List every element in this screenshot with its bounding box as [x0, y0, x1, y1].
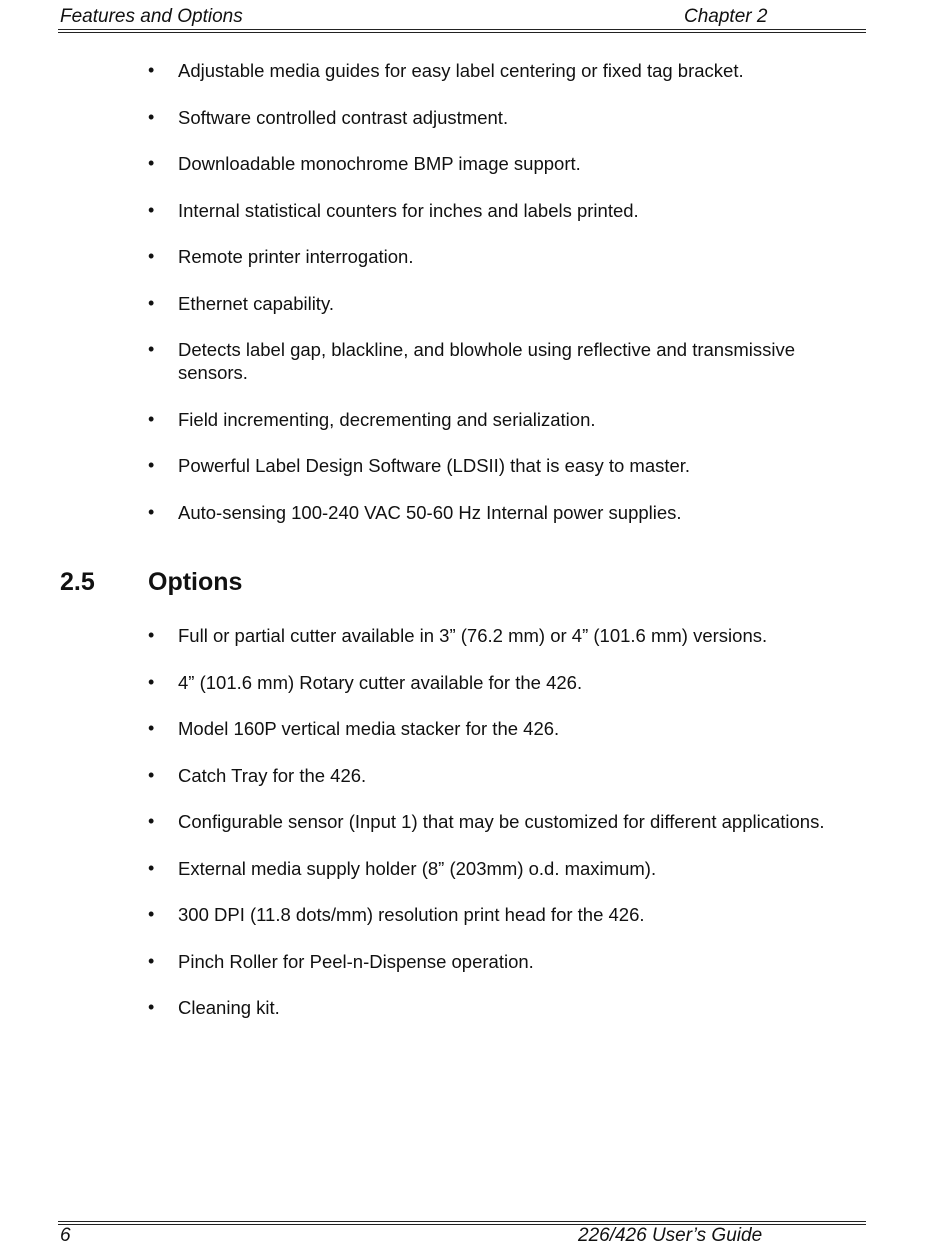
- bullet-icon: •: [148, 625, 155, 645]
- bullet-icon: •: [148, 292, 155, 313]
- list-item: [148, 199, 848, 222]
- bullet-icon: •: [148, 339, 155, 359]
- list-item-text: Configurable sensor (Input 1) that may be customized for different applications.: [178, 811, 825, 832]
- list-item: [148, 624, 848, 647]
- list-item-text: Cleaning kit.: [178, 997, 280, 1018]
- page-footer: [58, 1225, 866, 1247]
- list-item: [148, 106, 848, 129]
- list-item-text: Pinch Roller for Peel-n-Dispense operation.: [178, 950, 534, 972]
- list-item: [148, 903, 848, 926]
- bullet-icon: •: [148, 764, 155, 785]
- list-item: [148, 857, 848, 880]
- list-item-text: 4” (101.6 mm) Rotary cutter available for the 426.: [178, 671, 583, 693]
- list-item-text: Auto-sensing 100-240 VAC 50-60 Hz Internal power supplies.: [178, 501, 682, 523]
- list-item: [148, 338, 848, 384]
- list-item: [148, 717, 848, 740]
- list-item-text: Software controlled contrast adjustment.: [178, 106, 509, 128]
- list-item: [148, 996, 848, 1019]
- list-item: [148, 810, 848, 833]
- header-divider: [58, 29, 866, 33]
- list-item: [148, 292, 848, 315]
- bullet-icon: •: [148, 501, 155, 522]
- list-item-text: Ethernet capability.: [178, 292, 334, 314]
- list-item: [148, 950, 848, 973]
- bullet-icon: •: [148, 199, 155, 220]
- list-item-text: 300 DPI (11.8 dots/mm) resolution print head for the 426.: [178, 904, 645, 925]
- list-item: [148, 671, 848, 694]
- page-number: 6: [60, 1225, 71, 1246]
- section-number: 2.5: [60, 568, 95, 596]
- list-item: [148, 245, 848, 268]
- bullet-icon: •: [148, 718, 155, 738]
- list-item-text: Powerful Label Design Software (LDSII) that is easy to master.: [178, 455, 691, 476]
- bullet-icon: •: [148, 671, 155, 692]
- bullet-icon: •: [148, 950, 155, 971]
- list-item-text: Field incrementing, decrementing and serialization.: [178, 408, 596, 430]
- list-item-text: Detects label gap, blackline, and blowhole using reflective and transmissive sensors.: [178, 339, 796, 383]
- bullet-icon: •: [148, 857, 155, 878]
- list-item: [148, 59, 848, 82]
- bullet-icon: •: [148, 811, 155, 831]
- list-item: [148, 152, 848, 175]
- header-section-title: Features and Options: [60, 6, 243, 27]
- list-item-text: Full or partial cutter available in 3” (76.2 mm) or 4” (101.6 mm) versions.: [178, 625, 768, 646]
- list-item: [148, 764, 848, 787]
- list-item-text: Model 160P vertical media stacker for the 426.: [178, 718, 560, 739]
- options-list: [148, 624, 848, 1043]
- list-item-text: Adjustable media guides for easy label centering or fixed tag bracket.: [178, 60, 744, 81]
- section-title: Options: [148, 568, 243, 596]
- bullet-icon: •: [148, 246, 155, 266]
- footer-guide-title: 226/426 User’s Guide: [578, 1225, 763, 1246]
- list-item-text: Remote printer interrogation.: [178, 246, 414, 267]
- bullet-icon: •: [148, 60, 155, 80]
- bullet-icon: •: [148, 455, 155, 475]
- bullet-icon: •: [148, 997, 155, 1017]
- list-item-text: External media supply holder (8” (203mm) o.d. maximum).: [178, 857, 657, 879]
- bullet-icon: •: [148, 106, 155, 127]
- features-list: [148, 59, 848, 547]
- list-item-text: Internal statistical counters for inches and labels printed.: [178, 199, 639, 221]
- list-item: [148, 454, 848, 477]
- list-item: [148, 408, 848, 431]
- header-chapter: Chapter 2: [684, 6, 768, 27]
- page-header: [58, 6, 866, 28]
- list-item-text: Downloadable monochrome BMP image support.: [178, 153, 581, 174]
- list-item: [148, 501, 848, 524]
- bullet-icon: •: [148, 153, 155, 173]
- bullet-icon: •: [148, 408, 155, 429]
- bullet-icon: •: [148, 904, 155, 924]
- list-item-text: Catch Tray for the 426.: [178, 764, 367, 786]
